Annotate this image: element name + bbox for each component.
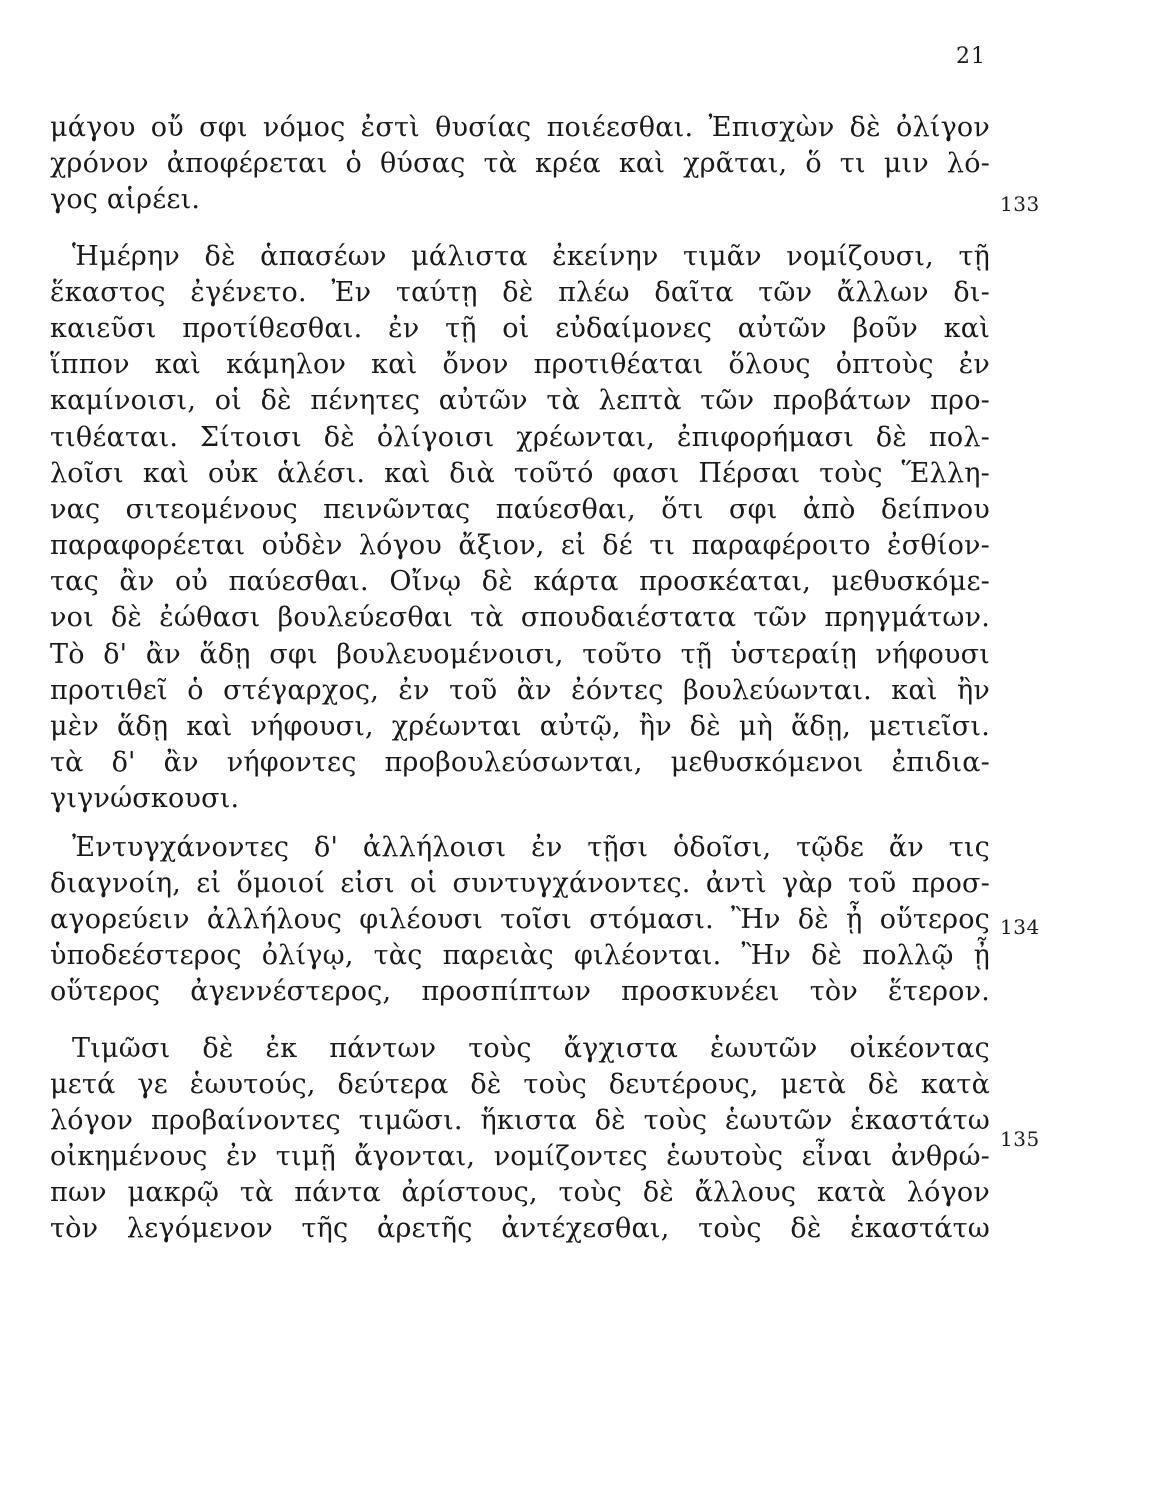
main-text	[50, 110, 990, 1248]
text-line: πων μακρῷ τὰ πάντα ἀρίστους, τοὺς δὲ ἄλλους κατὰ λόγον	[50, 1177, 990, 1209]
paragraph-gap	[50, 818, 990, 830]
text-line: μετά γε ἑωυτούς, δεύτερα δὲ τοὺς δευτέρους, μετὰ δὲ κατὰ	[50, 1068, 990, 1100]
text-line: ἕκαστος ἐγένετο. Ἐν ταύτῃ δὲ πλέω δαῖτα τῶν ἄλλων δι-	[50, 276, 990, 308]
text-line: Τιμῶσι δὲ ἐκ πάντων τοὺς ἄγχιστα ἑωυτῶν οἰκέοντας	[72, 1032, 990, 1064]
text-line: παραφορέεται οὐδὲν λόγου ἄξιον, εἰ δέ τι παραφέροιτο ἐσθίον-	[50, 530, 990, 562]
text-line: μὲν ἅδῃ καὶ νήφουσι, χρέωνται αὐτῷ, ἢν δὲ μὴ ἅδῃ, μετιεῖσι.	[50, 711, 990, 742]
text-line: καιεῦσι προτίθεσθαι. ἐν τῇ οἱ εὐδαίμονες αὐτῶν βοῦν καὶ	[50, 312, 990, 344]
text-line: οἰκημένους ἐν τιμῇ ἄγονται, νομίζοντες ἑωυτοὺς εἶναι ἀνθρώ-	[50, 1141, 990, 1173]
text-line: λόγον προβαίνοντες τιμῶσι. ἥκιστα δὲ τοὺς ἑωυτῶν ἑκαστάτω	[50, 1104, 990, 1136]
text-line: Ἡμέρην δὲ ἁπασέων μάλιστα ἐκείνην τιμᾶν νομίζουσι, τῇ	[72, 240, 990, 272]
paragraph	[50, 830, 990, 1011]
paragraph-gap	[50, 1011, 990, 1031]
text-line: οὕτερος ἀγεννέστερος, προσπίπτων προσκυνέει τὸν ἕτερον.	[50, 976, 990, 1008]
text-line: λοῖσι καὶ οὐκ ἁλέσι. καὶ διὰ τοῦτό φασι Πέρσαι τοὺς Ἕλλη-	[50, 457, 990, 489]
text-line: Τὸ δ' ἂν ἅδῃ σφι βουλευομένοισι, τοῦτο τῇ ὑστεραίῃ νήφουσι	[50, 638, 990, 670]
page-number: 21	[956, 44, 986, 69]
margin-section-number: 135	[1000, 1127, 1040, 1151]
text-line: τας ἂν οὐ παύεσθαι. Οἴνῳ δὲ κάρτα προσκέαται, μεθυσκόμε-	[50, 566, 990, 598]
text-line: τιθέαται. Σίτοισι δὲ ὀλίγοισι χρέωνται, ἐπιφορήμασι δὲ πολ-	[50, 421, 990, 453]
paragraph	[50, 110, 990, 219]
paragraph	[50, 1031, 990, 1248]
text-line: γιγνώσκουσι.	[50, 783, 240, 815]
text-line: ἵππον καὶ κάμηλον καὶ ὄνον προτιθέαται ὅλους ὀπτοὺς ἐν	[50, 349, 990, 381]
text-line: τὰ δ' ἂν νήφοντες προβουλεύσωνται, μεθυσκόμενοι ἐπιδια-	[50, 747, 990, 779]
text-line: προτιθεῖ ὁ στέγαρχος, ἐν τοῦ ἂν ἐόντες βουλεύωνται. καὶ ἢν	[50, 674, 990, 706]
text-line: αγορεύειν ἀλλήλους φιλέουσι τοῖσι στόμασι. Ἢν δὲ ᾖ οὕτερος	[50, 903, 990, 935]
text-line: καμίνοισι, οἱ δὲ πένητες αὐτῶν τὰ λεπτὰ τῶν προβάτων προ-	[50, 385, 990, 417]
text-line: τὸν λεγόμενον τῆς ἀρετῆς ἀντέχεσθαι, τοὺς δὲ ἑκαστάτω	[50, 1213, 990, 1245]
paragraph	[50, 239, 990, 818]
paragraph-gap	[50, 219, 990, 239]
text-line: χρόνον ἀποφέρεται ὁ θύσας τὰ κρέα καὶ χρᾶται, ὅ τι μιν λό-	[50, 148, 990, 180]
text-line: νας σιτεομένους πεινῶντας παύεσθαι, ὅτι σφι ἀπὸ δείπνου	[50, 493, 990, 525]
margin-section-number: 133	[1000, 192, 1040, 216]
text-line: μάγου οὔ σφι νόμος ἐστὶ θυσίας ποιέεσθαι. Ἐπισχὼν δὲ ὀλίγον	[50, 112, 990, 143]
margin-section-number: 134	[1000, 915, 1040, 939]
text-line: γος αἱρέει.	[50, 184, 201, 216]
text-line: νοι δὲ ἐώθασι βουλεύεσθαι τὰ σπουδαιέστατα τῶν πρηγμάτων.	[50, 602, 990, 634]
text-line: διαγνοίη, εἰ ὅμοιοί εἰσι οἱ συντυγχάνοντες. ἀντὶ γὰρ τοῦ προσ-	[50, 867, 990, 899]
text-line: Ἐντυγχάνοντες δ' ἀλλήλοισι ἐν τῇσι ὁδοῖσι, τῷδε ἄν τις	[72, 831, 990, 863]
text-line: ὑποδεέστερος ὀλίγῳ, τὰς παρειὰς φιλέονται. Ἢν δὲ πολλῷ ᾖ	[50, 940, 990, 972]
